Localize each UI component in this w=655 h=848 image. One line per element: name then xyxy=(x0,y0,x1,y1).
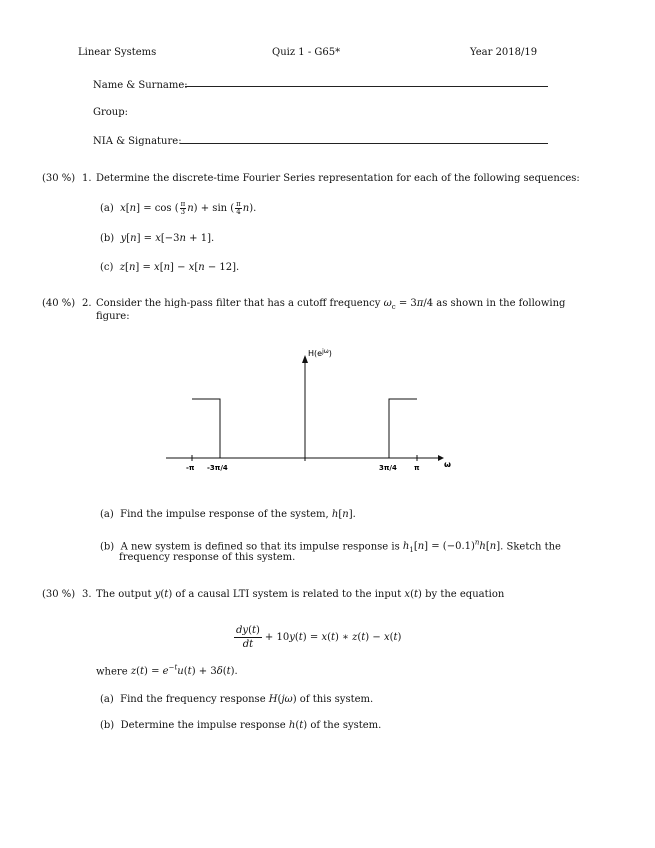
q1-part-b xyxy=(100,233,214,244)
q3-a-text: Find the frequency response xyxy=(120,694,266,705)
nia-field-line[interactable] xyxy=(180,143,548,144)
q2-cutoff-math: $\omega_c = 3\pi/4$ xyxy=(383,298,434,311)
q2-weight: (40 %) xyxy=(42,298,76,309)
q3-text-post: by the equation xyxy=(425,589,505,600)
q2-part-a xyxy=(100,509,356,520)
q3-text-pre: The output xyxy=(96,589,152,600)
q1-c-equation: z[n] = x[n] − x[n − 12]. xyxy=(119,262,240,273)
q2-text-part2: as shown in the following xyxy=(436,298,566,309)
q1-a-equation: x[n] = cos ( $\frac{\pi}{3}$ n) + sin ( $\frac{\pi}{4}$ n). xyxy=(120,200,257,216)
q3-part-a xyxy=(100,694,373,705)
q2-a-math: h[n]. xyxy=(331,509,356,520)
q3-where-clause xyxy=(96,664,238,677)
q1-b-label: (b) xyxy=(100,233,115,244)
q3-z-def: $z(t) = e^{-t}u(t) + 3\delta(t)$. xyxy=(130,664,238,678)
group-field-label: Group: xyxy=(93,107,128,118)
q3-a-label: (a) xyxy=(100,694,114,705)
q3-where: where xyxy=(96,666,128,678)
header-quiz: Quiz 1 - G65* xyxy=(272,47,341,58)
q2-b-label: (b) xyxy=(100,541,115,553)
q3-a-tail: of this system. xyxy=(299,694,374,705)
q1-a-label: (a) xyxy=(100,203,114,214)
q3-b-math: h(t) xyxy=(288,720,308,731)
q3-b-text: Determine the impulse response xyxy=(120,720,286,731)
q1-weight: (30 %) xyxy=(42,173,76,184)
q2-b-text-line2: frequency response of this system. xyxy=(119,552,296,563)
tick-label-neg-pi: -π xyxy=(186,464,195,472)
q2-a-text: Find the impulse response of the system, xyxy=(120,509,329,520)
q3-output-math: y(t) xyxy=(154,589,173,600)
tick-label-pi: π xyxy=(414,464,420,472)
q2-a-label: (a) xyxy=(100,509,114,520)
q1-part-a xyxy=(100,201,256,216)
left-passband xyxy=(192,399,220,458)
q2-text-part1: Consider the high-pass filter that has a cutoff frequency xyxy=(96,298,381,309)
q3-input-math: x(t) xyxy=(404,589,422,600)
y-axis-label: $H(e^{j\omega})$ xyxy=(308,348,332,358)
name-field-label: Name & Surname: xyxy=(93,80,188,91)
q3-text xyxy=(96,589,504,600)
x-axis-label: ω xyxy=(444,460,451,469)
q3-text-mid: of a causal LTI system is related to the input xyxy=(175,589,402,600)
q2-b-math: $h_1[n] = (-0.1)^nh[n]$ xyxy=(402,539,501,555)
q2-text-line2: figure: xyxy=(96,311,130,322)
q1-part-c xyxy=(100,262,239,273)
name-field-line[interactable] xyxy=(185,86,548,87)
q3-differential-equation: $\frac{dy(t)}{dt}$ + 10y(t) = x(t) ∗ z(t) − x(t) xyxy=(236,625,402,650)
q3-part-b xyxy=(100,720,381,731)
q2-b-text: A new system is defined so that its impulse response is xyxy=(120,541,400,553)
q2-b-text-tail: . Sketch the xyxy=(500,541,561,553)
q1-c-label: (c) xyxy=(100,262,114,273)
header-year: Year 2018/19 xyxy=(470,47,538,58)
q3-weight: (30 %) xyxy=(42,589,76,600)
q3-number: 3. xyxy=(82,589,92,600)
q1-text: Determine the discrete-time Fourier Series representation for each of the following sequences: xyxy=(96,173,580,184)
tick-label-3pi4: 3π/4 xyxy=(379,464,397,472)
q3-b-tail: of the system. xyxy=(310,720,382,731)
q3-b-label: (b) xyxy=(100,720,115,731)
right-passband xyxy=(389,399,417,458)
highpass-filter-figure xyxy=(160,343,460,478)
q2-number: 2. xyxy=(82,298,92,309)
tick-label-neg-3pi4: -3π/4 xyxy=(207,464,228,472)
header-course: Linear Systems xyxy=(78,47,157,58)
q2-text-line1 xyxy=(96,298,565,311)
q3-a-math: H(jω) xyxy=(268,694,297,705)
q1-number: 1. xyxy=(82,173,92,184)
nia-field-label: NIA & Signature: xyxy=(93,136,182,147)
q1-b-equation: y[n] = x[−3n + 1]. xyxy=(120,233,215,244)
